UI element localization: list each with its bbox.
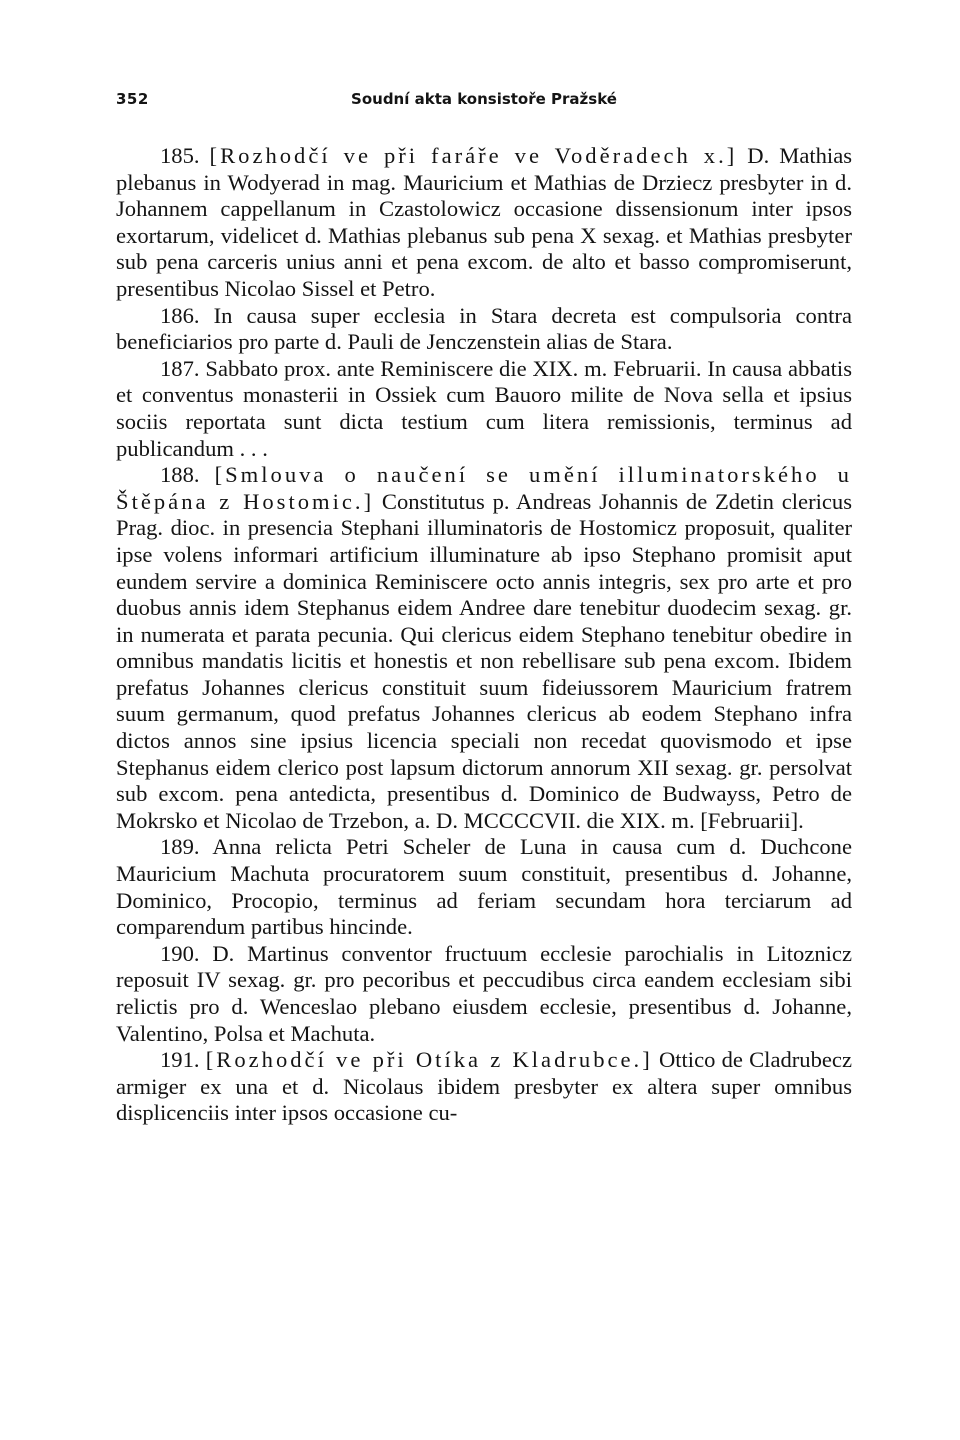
page-header (116, 90, 852, 116)
entry-number: 188. (160, 462, 200, 488)
entry-186 (116, 303, 852, 356)
entry-body: In causa super ecclesia in Stara decreta est compulsoria contra beneficiarios pro parte d. Pauli de Jenczenstein alias de Stara. (116, 302, 852, 355)
page-number: 352 (116, 90, 149, 108)
entry-body: Sabbato prox. ante Reminiscere die XIX. m. Februarii. In causa abbatis et conventus monasterii in Ossiek cum Bauoro milite de Nova sella et ipsius sociis reportata sunt dicta testium cum litera remissionis, terminus ad publicandum . . . (116, 355, 853, 461)
entry-188 (116, 462, 852, 834)
entry-body: Constitutus p. Andreas Johannis de Zdetin clericus Prag. dioc. in presencia Stephani illuminatoris de Hostomicz proposuit, qualiter ipse volens informari artificium illuminature ab ipso Stephano promisit aput eundem servire a dominica Reminiscere octo annis integris, sex pro arte et pro duobus annis idem Stephanus eidem Andree dare tenebitur duodecim sexag. gr. in numerata et parata pecunia. Qui clericus eidem Stephano tenebitur obedire in omnibus mandatis licitis et honestis et non rebellisare sub pena excom. Ibidem prefatus Johannes clericus constituit suum fideiussorem Mauricium fratrem suum germanum, quod prefatus Johannes clericus ab eodem Stephano infra dictos annos sine ipsius licencia speciali non recedat quovismodo et ipse Stephanus eidem clerico post lapsum dictorum annorum XII sexag. gr. persolvat sub excom. pena antedicta, presentibus d. Dominico de Budwayss, Petro de Mokrsko et Nicolao de Trzebon, a. D. MCCCCVII. die XIX. m. [Februarii]. (116, 488, 852, 833)
document-body (116, 143, 852, 1127)
entry-number: 191. (160, 1047, 200, 1073)
entry-heading: [Smlouva o naučení se umění illuminatorského u Štěpána z Hostomic.] (116, 462, 852, 514)
entry-number: 186. (160, 302, 200, 328)
entry-body: D. Martinus conventor fructuum ecclesie parochialis in Litoznicz reposuit IV sexag. gr. pro pecoribus et peccudibus circa eandem ecclesiam sibi relictis pro d. Wenceslao plebano eiusdem ecclesie, presentibus d. Johanne, Valentino, Polsa et Machuta. (116, 940, 852, 1046)
entry-heading: [Rozhodčí ve při faráře ve Voděradech x.] (209, 143, 738, 168)
entry-body: Anna relicta Petri Scheler de Luna in causa cum d. Duchcone Mauricium Machuta procuratorem suum constituit, presentibus d. Johanne, Dominico, Procopio, terminus ad feriam secundam hora terciarum ad comparendum partibus hincinde. (116, 834, 852, 940)
running-title: Soudní akta konsistoře Pražské (351, 90, 617, 108)
entry-heading: [Rozhodčí ve při Otíka z Kladrubce.] (205, 1047, 653, 1073)
entry-number: 190. (160, 940, 200, 966)
entry-body: Ottico de Cladrubecz armiger ex una et d. Nicolaus ibidem presbyter ex altera super omnibus displicenciis inter ipsos occasione cu- (116, 1047, 852, 1126)
entry-191 (116, 1047, 852, 1127)
entry-190 (116, 941, 852, 1047)
entry-number: 189. (160, 834, 200, 860)
entry-187 (116, 356, 852, 462)
entry-number: 187. (160, 355, 200, 381)
entry-189 (116, 834, 852, 940)
entry-number: 185. (160, 143, 200, 168)
entry-body: D. Mathias plebanus in Wodyerad in mag. Mauricium et Mathias de Drziecz presbyter in d. Johannem cappellanum in Czastolowicz occasione dissensionum inter ipsos exortarum, videlicet d. Mathias plebanus sub pena X sexag. et Mathias presbyter sub pena carceris unius anni et pena excom. de alto et basso compromiserunt, presentibus Nicolao Sissel et Petro. (116, 143, 853, 301)
entry-185 (116, 143, 852, 303)
